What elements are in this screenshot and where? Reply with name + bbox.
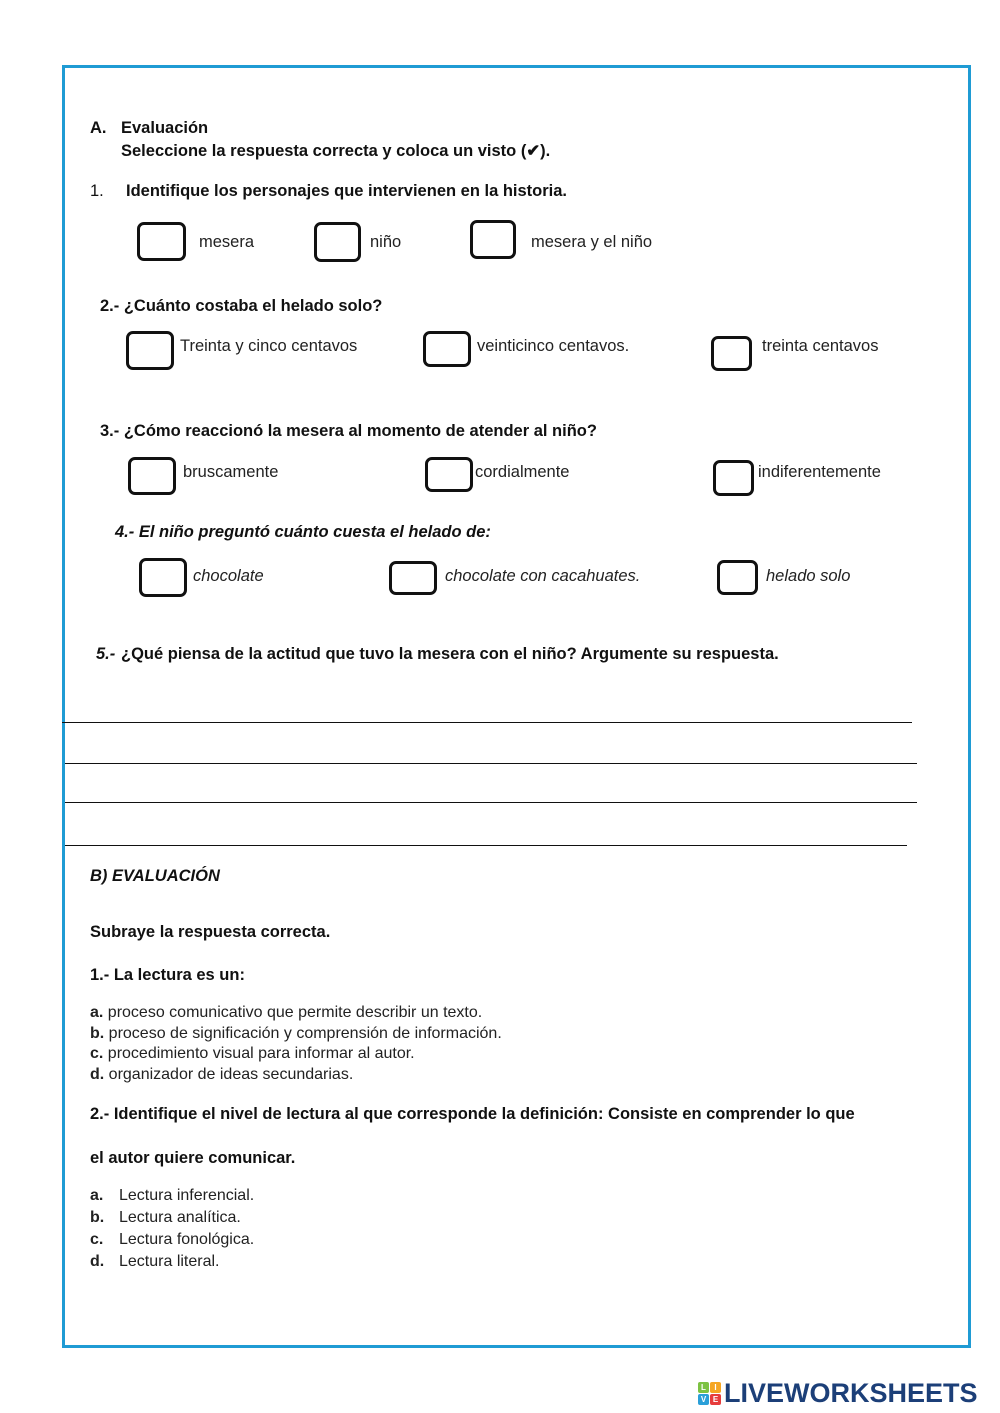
q2-option-2: veinticinco centavos. [477,337,630,355]
b-q2-options [90,1185,254,1273]
b-q1-options [90,1003,502,1085]
option-text: Lectura literal. [119,1253,220,1270]
live-badge-icon [698,1382,721,1405]
b-q2-option-b[interactable] [90,1207,254,1229]
option-letter: c. [90,1045,104,1062]
q4-option-1: chocolate [193,567,264,585]
q1-option-2: niño [370,233,402,251]
q4-option-2: chocolate con cacahuates. [445,567,641,585]
q1-option-3: mesera y el niño [531,233,653,251]
q2-option-3: treinta centavos [762,337,879,355]
option-letter: a. [90,1187,104,1204]
q2-checkbox-3[interactable] [711,336,752,371]
q3-option-1: bruscamente [183,463,279,481]
q4-option-3: helado solo [766,567,851,585]
option-letter: b. [90,1209,105,1226]
option-letter: d. [90,1253,105,1270]
q2-text: 2.- ¿Cuánto costaba el helado solo? [100,297,383,315]
b-q1-option-c[interactable] [90,1044,502,1065]
q4-text: 4.- El niño preguntó cuánto cuesta el helado de: [115,523,491,541]
q1-number: 1. [90,182,104,200]
q4-checkbox-1[interactable] [139,558,187,597]
section-b-heading: B) EVALUACIÓN [90,867,220,885]
b-q1-option-d[interactable] [90,1065,502,1086]
answer-line-1[interactable] [62,722,912,723]
q2-checkbox-1[interactable] [126,331,174,370]
answer-line-3[interactable] [65,802,917,803]
option-text: Lectura fonológica. [119,1231,255,1248]
q1-checkbox-3[interactable] [470,220,516,259]
b-q2-text-line1: 2.- Identifique el nivel de lectura al que corresponde la definición: Consiste en comprender lo que [90,1105,855,1123]
b-q2-option-d[interactable] [90,1251,254,1273]
b-q2-option-a[interactable] [90,1185,254,1207]
q1-text: Identifique los personajes que intervienen en la historia. [126,182,568,200]
option-text: Lectura inferencial. [119,1187,255,1204]
badge-letter: E [710,1394,721,1405]
option-text: proceso comunicativo que permite describir un texto. [107,1004,483,1021]
q1-checkbox-1[interactable] [137,222,186,261]
q2-checkbox-2[interactable] [423,331,471,367]
section-a-instruction: Seleccione la respuesta correcta y coloca un visto (✔). [121,142,551,160]
logo-text: LIVEWORKSHEETS [724,1378,978,1408]
option-text: proceso de significación y comprensión de información. [108,1024,502,1042]
b-q1-option-b[interactable] [90,1024,502,1045]
q3-checkbox-3[interactable] [713,460,754,496]
b-q2-text-line2: el autor quiere comunicar. [90,1149,296,1167]
answer-line-2[interactable] [65,763,917,764]
q3-checkbox-2[interactable] [425,457,473,492]
option-text: Lectura analítica. [119,1209,241,1226]
answer-line-4[interactable] [65,845,907,846]
option-letter: d. [90,1065,105,1083]
q5-number: 5.- [96,645,116,663]
q5-text: ¿Qué piensa de la actitud que tuvo la mesera con el niño? Argumente su respuesta. [121,645,779,663]
option-letter: a. [90,1004,104,1021]
option-letter: c. [90,1231,104,1248]
option-text: organizador de ideas secundarias. [108,1065,354,1083]
q1-checkbox-2[interactable] [314,222,361,262]
b-q1-option-a[interactable] [90,1003,502,1024]
option-letter: b. [90,1024,105,1042]
q3-option-3: indiferentemente [758,463,881,481]
q4-checkbox-3[interactable] [717,560,758,595]
section-b-instruction: Subraye la respuesta correcta. [90,923,331,941]
b-q1-text: 1.- La lectura es un: [90,966,245,984]
liveworksheets-logo [698,1378,978,1409]
option-text: procedimiento visual para informar al autor. [107,1045,415,1062]
section-a-heading: Evaluación [121,119,209,137]
badge-letter: I [710,1382,721,1393]
q1-option-1: mesera [199,233,255,251]
section-a-letter: A. [90,119,107,137]
q3-text: 3.- ¿Cómo reaccionó la mesera al momento de atender al niño? [100,422,597,440]
badge-letter: V [698,1394,709,1405]
q3-option-2: cordialmente [475,463,570,481]
b-q2-option-c[interactable] [90,1229,254,1251]
q2-option-1: Treinta y cinco centavos [180,337,358,355]
q4-checkbox-2[interactable] [389,561,437,595]
q3-checkbox-1[interactable] [128,457,176,495]
badge-letter: L [698,1382,709,1393]
